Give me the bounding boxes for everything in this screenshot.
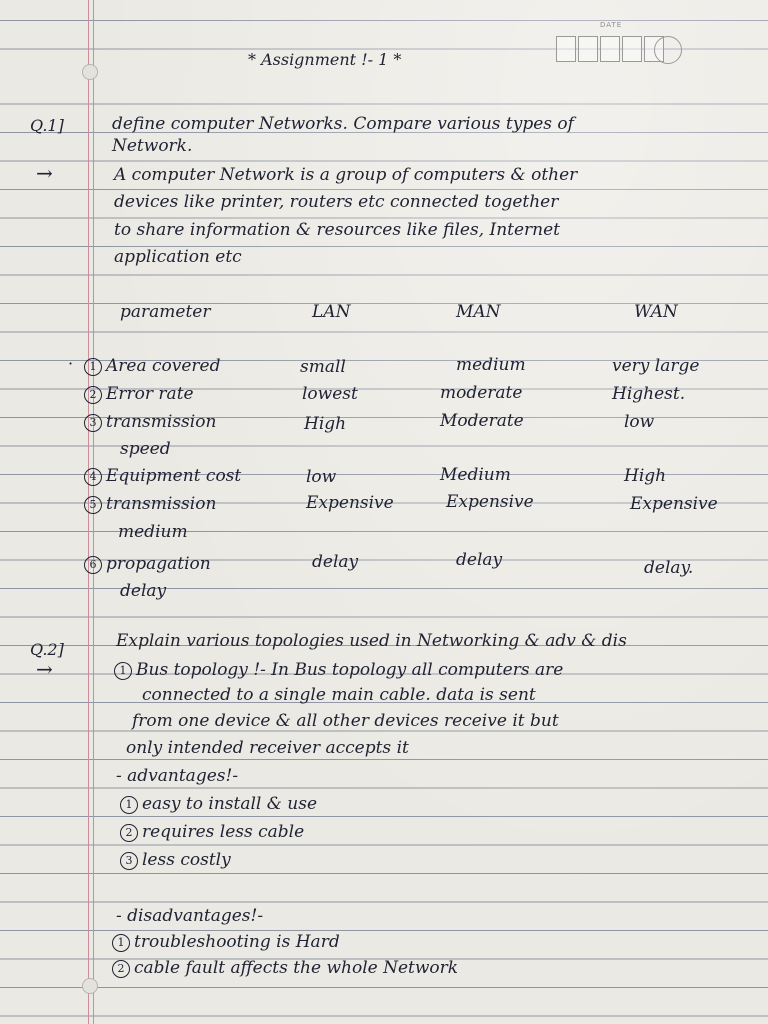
date-label: DATE — [600, 21, 623, 29]
bus-line — [114, 662, 563, 680]
bus-line: connected to a single main cable. data is sent — [142, 685, 536, 705]
row-parameter-cont: speed — [120, 439, 171, 459]
row-lan-value: Expensive — [306, 493, 394, 513]
row-number: 5 — [84, 496, 102, 514]
item-number: 1 — [120, 796, 138, 814]
row-parameter: Area covered — [106, 356, 221, 376]
advantage-item — [120, 796, 317, 814]
row-wan-value: High — [624, 466, 667, 486]
row-lan-value: lowest — [302, 384, 358, 404]
row-number: 6 — [84, 556, 102, 574]
row-wan-value: Expensive — [630, 494, 718, 514]
row-parameter: Equipment cost — [106, 466, 242, 486]
q2-label: Q.2] — [30, 640, 64, 659]
page-number-ring — [654, 36, 682, 64]
row-number: 4 — [84, 468, 102, 486]
row-parameter: transmission — [106, 494, 217, 514]
bus-text: Bus topology !- In Bus topology all computers are — [136, 660, 564, 680]
disadvantage-item — [112, 934, 340, 952]
table-header-man: MAN — [456, 302, 501, 322]
table-header-wan: WAN — [634, 302, 678, 322]
answer-arrow-icon: → — [36, 161, 53, 185]
table-header-parameter: parameter — [120, 302, 211, 322]
date-cell — [622, 36, 642, 62]
table-header-lan: LAN — [312, 302, 351, 322]
disadvantages-heading: - disadvantages!- — [116, 906, 264, 926]
row-wan-value: Highest. — [612, 384, 686, 404]
table-row — [84, 468, 241, 486]
date-cell — [556, 36, 576, 62]
item-number: 3 — [120, 852, 138, 870]
row-number: 3 — [84, 414, 102, 432]
topology-number: 1 — [114, 662, 132, 680]
item-text: cable fault affects the whole Network — [134, 958, 459, 978]
row-man-value: moderate — [440, 383, 523, 403]
q1-answer-line: to share information & resources like files, Internet — [114, 220, 561, 240]
row-number: 2 — [84, 386, 102, 404]
table-row — [84, 358, 221, 376]
q2-question: Explain various topologies used in Networking & adv & dis — [116, 631, 627, 651]
q1-answer-line: application etc — [114, 247, 242, 267]
date-box — [550, 20, 682, 66]
advantage-item — [120, 852, 231, 870]
row-number: 1 — [84, 358, 102, 376]
date-cells — [556, 36, 666, 62]
row-wan-value: delay. — [644, 558, 694, 578]
item-text: requires less cable — [142, 822, 305, 842]
q1-label: Q.1] — [30, 116, 64, 135]
q1-answer-line: devices like printer, routers etc connected together — [114, 192, 559, 212]
row-man-value: Moderate — [440, 411, 524, 431]
row-parameter: propagation — [106, 554, 211, 574]
item-text: troubleshooting is Hard — [134, 932, 340, 952]
item-number: 2 — [120, 824, 138, 842]
table-row — [84, 386, 194, 404]
q1-question-line: Network. — [112, 136, 193, 156]
item-text: less costly — [142, 850, 231, 870]
row-parameter-cont: delay — [120, 581, 167, 601]
table-row — [84, 496, 216, 514]
row-man-value: medium — [456, 355, 526, 375]
row-parameter: transmission — [106, 412, 217, 432]
disadvantage-item — [112, 960, 458, 978]
row-man-value: Expensive — [446, 492, 534, 512]
row-lan-value: delay — [312, 552, 359, 572]
page-title: * Assignment !- 1 * — [248, 50, 402, 69]
item-text: easy to install & use — [142, 794, 318, 814]
row-parameter: Error rate — [106, 384, 194, 404]
row-wan-value: very large — [612, 356, 700, 376]
row-man-value: Medium — [440, 465, 511, 485]
binder-hole — [82, 64, 98, 80]
q1-answer-line: A computer Network is a group of computers & other — [114, 165, 578, 185]
item-number: 1 — [112, 934, 130, 952]
table-row — [84, 556, 211, 574]
row-lan-value: High — [304, 414, 347, 434]
row-lan-value: small — [300, 357, 346, 377]
binder-hole — [82, 978, 98, 994]
row-man-value: delay — [456, 550, 503, 570]
date-cell — [600, 36, 620, 62]
advantage-item — [120, 824, 304, 842]
bullet-dot: · — [68, 354, 74, 373]
row-lan-value: low — [306, 467, 337, 487]
q1-question-line: define computer Networks. Compare various types of — [112, 114, 574, 134]
item-number: 2 — [112, 960, 130, 978]
bus-line: from one device & all other devices receive it but — [132, 711, 559, 731]
row-wan-value: low — [624, 412, 655, 432]
table-row — [84, 414, 216, 432]
row-parameter-cont: medium — [118, 522, 188, 542]
date-cell — [578, 36, 598, 62]
advantages-heading: - advantages!- — [116, 766, 239, 786]
answer-arrow-icon: → — [36, 657, 53, 681]
bus-line: only intended receiver accepts it — [126, 738, 409, 758]
